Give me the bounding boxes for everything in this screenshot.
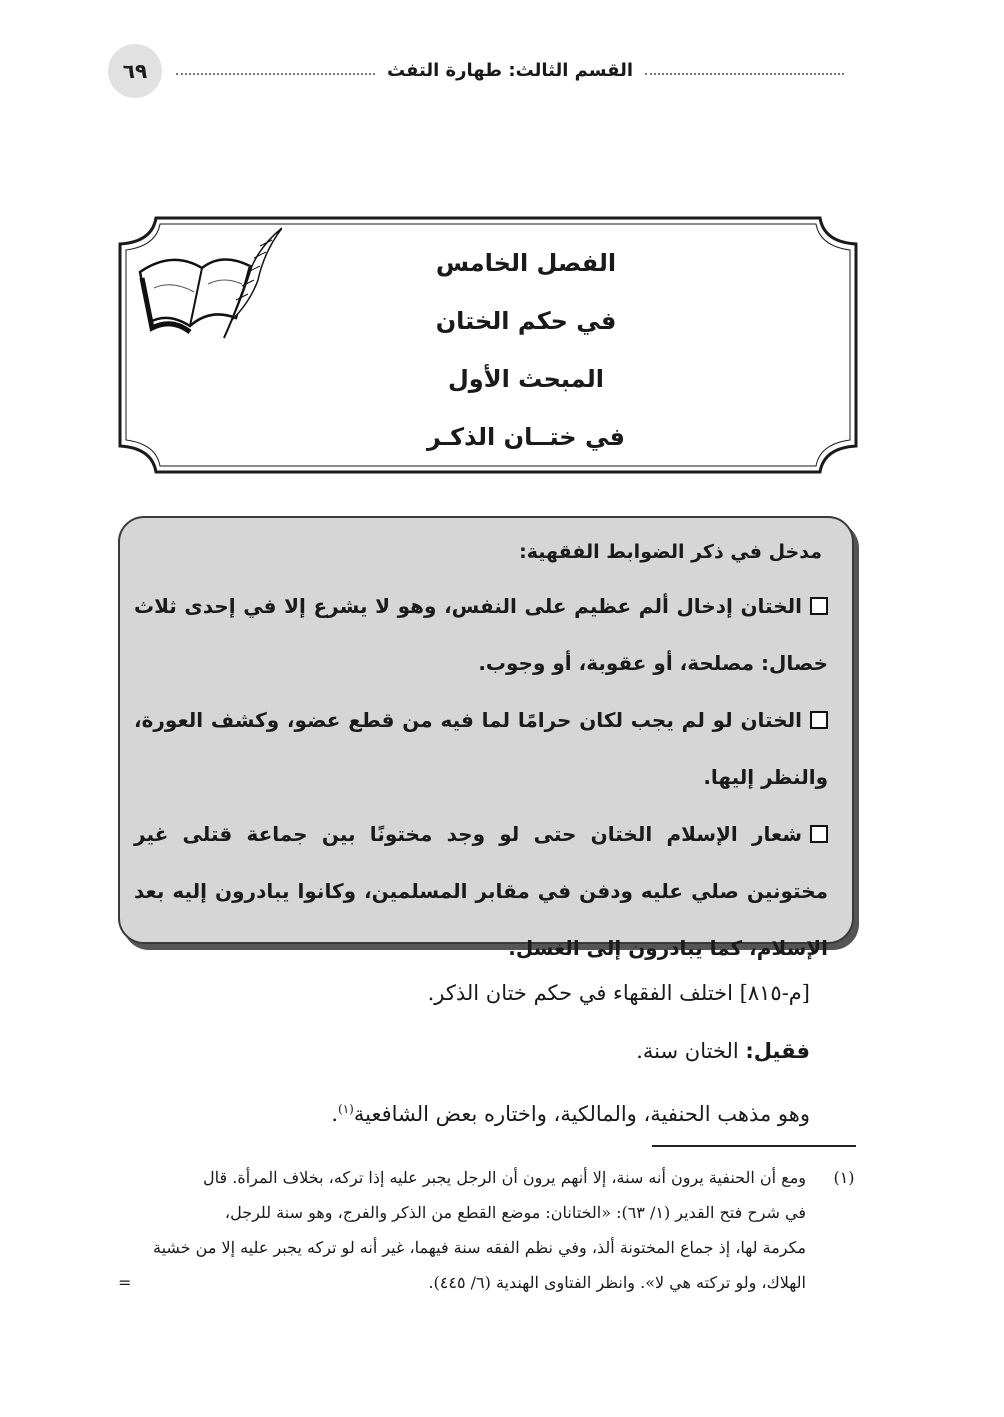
section-label: المبحث الأول bbox=[447, 365, 605, 393]
body-text bbox=[180, 964, 810, 1138]
footnote-line: الهلاك، ولو تركته هي لا». وانظر الفتاوى الهندية (٦/ ٤٤٥). bbox=[428, 1273, 806, 1292]
rule-text: الختان لو لم يجب لكان حرامًا لما فيه من قطع عضو، وكشف العورة، والنظر إليها. bbox=[134, 708, 828, 789]
footnote-line: مكرمة لها، إذ جماع المختونة ألذ، وفي نظم الفقه سنة فيهما، غير أنه لو تركه يجبر عليه إلا من خشية bbox=[152, 1238, 806, 1257]
rule-text: شعار الإسلام الختان حتى لو وجد مختونًا بين جماعة قتلى غير مختونين صلي عليه ودفن في مقابر المسلمين، وكانوا يبادرون إليه بعد الإسلام، كما يبادرون إلى الغسل. bbox=[134, 822, 828, 960]
chapter-titles bbox=[276, 234, 776, 466]
footnote-body bbox=[112, 1160, 806, 1300]
paragraph-first-opinion bbox=[180, 1022, 810, 1080]
running-header bbox=[176, 56, 844, 84]
jurisprudence-rules-box bbox=[118, 516, 854, 960]
rule-item bbox=[134, 806, 828, 977]
rule-text: الختان إدخال ألم عظيم على النفس، وهو لا يشرع إلا في إحدى ثلاث خصال: مصلحة، أو عقوبة، أو وجوب. bbox=[134, 594, 828, 675]
opinion-text: الختان سنة. bbox=[636, 1039, 746, 1063]
checkbox-bullet-icon bbox=[810, 711, 828, 729]
chapter-title-frame bbox=[116, 214, 860, 476]
footnote-line: في شرح فتح القدير (١/ ٦٣): «الختانان: موضع القطع من الذكر والفرج، وهو سنة للرجل، bbox=[224, 1203, 806, 1222]
footnote-line: ومع أن الحنفية يرون أنه سنة، إلا أنهم يرون أن الرجل يجبر عليه إذا تركه، بخلاف المرأة. قال bbox=[203, 1168, 806, 1187]
book-quill-icon bbox=[132, 222, 282, 342]
footnote bbox=[112, 1160, 862, 1300]
rule-item bbox=[134, 578, 828, 692]
footnote-reference[interactable]: (١) bbox=[338, 1102, 354, 1116]
schools-text-end: . bbox=[331, 1102, 339, 1126]
footnote-separator bbox=[652, 1145, 856, 1147]
paragraph-schools bbox=[180, 1080, 810, 1138]
header-dots-right bbox=[645, 73, 844, 75]
footnote-number: (١) bbox=[833, 1168, 855, 1187]
running-title: القسم الثالث: طهارة التفث bbox=[386, 59, 634, 81]
header-dots-left bbox=[176, 73, 375, 75]
section-subject: في ختــان الذكـر bbox=[427, 423, 625, 451]
continuation-mark: = bbox=[118, 1273, 132, 1292]
schools-text: وهو مذهب الحنفية، والمالكية، واختاره بعض الشافعية bbox=[353, 1102, 810, 1126]
opinion-lead: فقيل: bbox=[745, 1039, 810, 1063]
chapter-subject: في حكم الختان bbox=[435, 307, 617, 335]
checkbox-bullet-icon bbox=[810, 825, 828, 843]
rules-heading: مدخل في ذكر الضوابط الفقهية: bbox=[519, 541, 822, 563]
page-number bbox=[108, 44, 162, 98]
page-number-text: ٦٩ bbox=[122, 59, 148, 83]
paragraph-issue-number: [م-٨١٥] اختلف الفقهاء في حكم ختان الذكر. bbox=[427, 981, 810, 1005]
chapter-label: الفصل الخامس bbox=[435, 249, 617, 277]
checkbox-bullet-icon bbox=[810, 597, 828, 615]
rule-item bbox=[134, 692, 828, 806]
